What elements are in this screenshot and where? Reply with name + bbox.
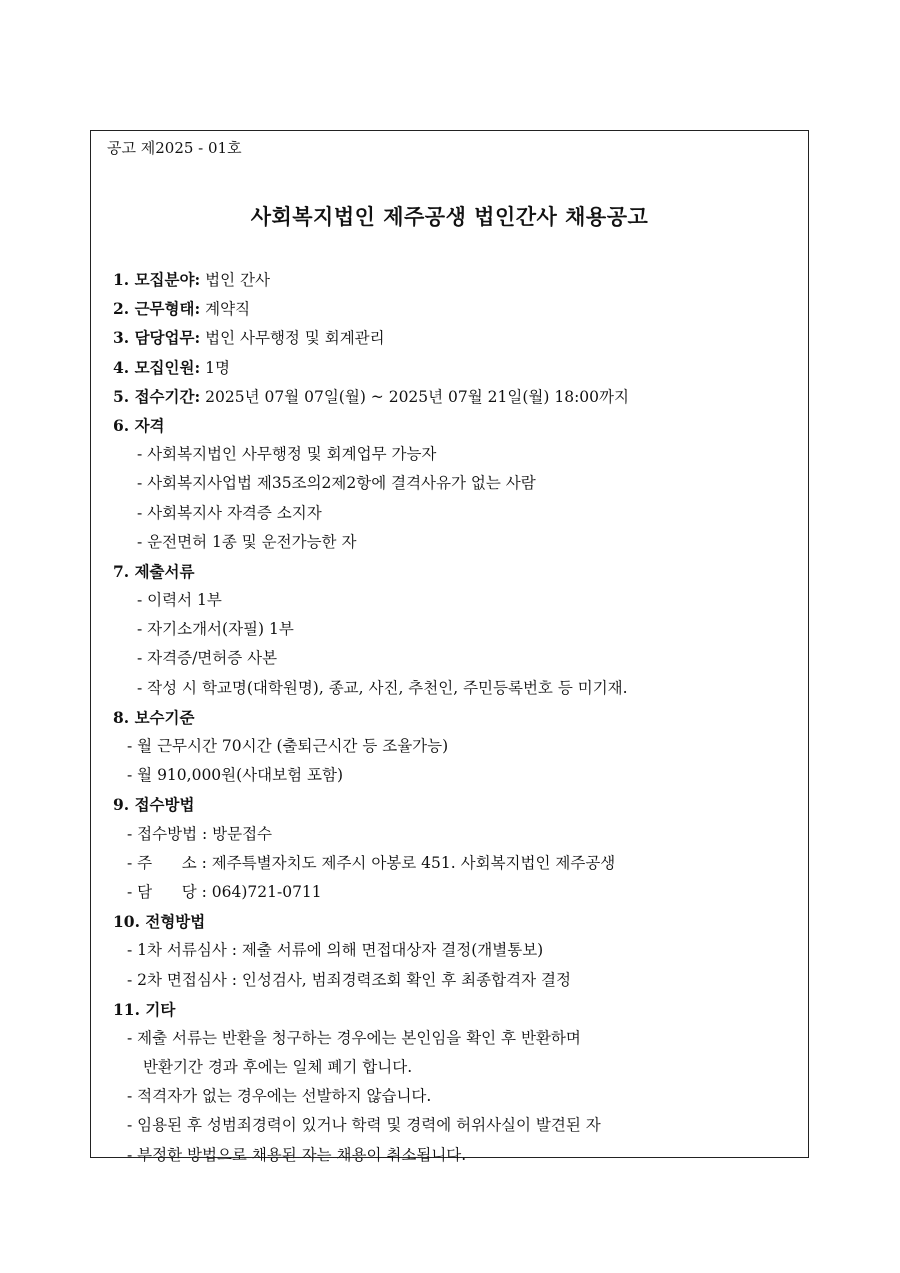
section-type-value: 계약직 [200, 300, 251, 319]
list-item: - 사회복지법인 사무행정 및 회계업무 가능자 [137, 445, 437, 464]
list-item: - 제출 서류는 반환을 청구하는 경우에는 본인임을 확인 후 반환하며 [127, 1028, 581, 1047]
list-item: - 적격자가 없는 경우에는 선발하지 않습니다. [127, 1087, 432, 1106]
section-qualification-label: 6. 자격 [113, 415, 165, 435]
list-item: - 자기소개서(자필) 1부 [137, 620, 294, 639]
section-headcount-label: 4. 모집인원: [113, 357, 201, 377]
list-item: - 사회복지사 자격증 소지자 [137, 503, 322, 522]
list-item: - 접수방법 : 방문접수 [127, 824, 273, 843]
section-selection [113, 907, 798, 936]
list-item: - 담 당 : 064)721-0711 [127, 882, 322, 901]
section-qualification [113, 411, 798, 440]
section-application-label: 9. 접수방법 [113, 795, 195, 815]
list-item: - 작성 시 학교명(대학원명), 종교, 사진, 추천인, 주민등록번호 등 미기재. [137, 678, 628, 697]
section-selection-label: 10. 전형방법 [113, 912, 206, 932]
list-item: - 운전면허 1종 및 운전가능한 자 [137, 532, 357, 551]
list-item: - 사회복지사업법 제35조의2제2항에 결격사유가 없는 사람 [137, 474, 536, 493]
section-type-label: 2. 근무형태: [113, 299, 201, 319]
section-field-label: 1. 모집분야: [113, 270, 201, 289]
notice-number: 공고 제2025 - 01호 [107, 139, 242, 157]
list-item: - 1차 서류심사 : 제출 서류에 의해 면접대상자 결정(개별통보) [127, 941, 544, 960]
list-item: - 2차 면접심사 : 인성검사, 범죄경력조회 확인 후 최종합격자 결정 [127, 970, 571, 989]
notice-document [90, 130, 809, 1164]
list-item: - 주 소 : 제주특별자치도 제주시 아봉로 451. 사회복지법인 제주공생 [127, 853, 616, 872]
section-duty-value: 법인 사무행정 및 회계관리 [200, 329, 385, 348]
list-item: - 월 910,000원(사대보험 포함) [127, 766, 343, 785]
section-field [113, 265, 798, 294]
section-period-label: 5. 접수기간: [113, 386, 201, 406]
section-headcount [113, 353, 798, 382]
section-application [113, 790, 798, 819]
list-item: - 임용된 후 성범죄경력이 있거나 학력 및 경력에 허위사실이 발견된 자 [127, 1116, 601, 1135]
section-duty [113, 323, 798, 352]
notice-title: 사회복지법인 제주공생 법인간사 채용공고 [250, 204, 649, 229]
section-type [113, 294, 798, 323]
section-headcount-value: 1명 [200, 358, 230, 377]
section-period [113, 382, 798, 411]
section-field-value: 법인 간사 [200, 271, 270, 289]
section-etc-label: 11. 기타 [113, 999, 176, 1019]
section-etc [113, 995, 798, 1024]
section-salary [113, 703, 798, 732]
section-duty-label: 3. 담당업무: [113, 328, 201, 348]
section-documents-label: 7. 제출서류 [113, 561, 195, 581]
section-documents [113, 557, 798, 586]
list-item: - 월 근무시간 70시간 (출퇴근시간 등 조율가능) [127, 737, 449, 755]
list-item: - 자격증/면허증 사본 [137, 649, 278, 668]
list-item: - 부정한 방법으로 채용된 자는 채용이 취소됩니다. [127, 1145, 467, 1164]
section-salary-label: 8. 보수기준 [113, 707, 195, 727]
list-item: - 이력서 1부 [137, 591, 222, 610]
section-period-value: 2025년 07월 07일(월) ~ 2025년 07월 21일(월) 18:00까지 [200, 387, 629, 406]
list-item-continuation: 반환기간 경과 후에는 일체 폐기 합니다. [143, 1058, 413, 1077]
notice-content [113, 265, 798, 1170]
